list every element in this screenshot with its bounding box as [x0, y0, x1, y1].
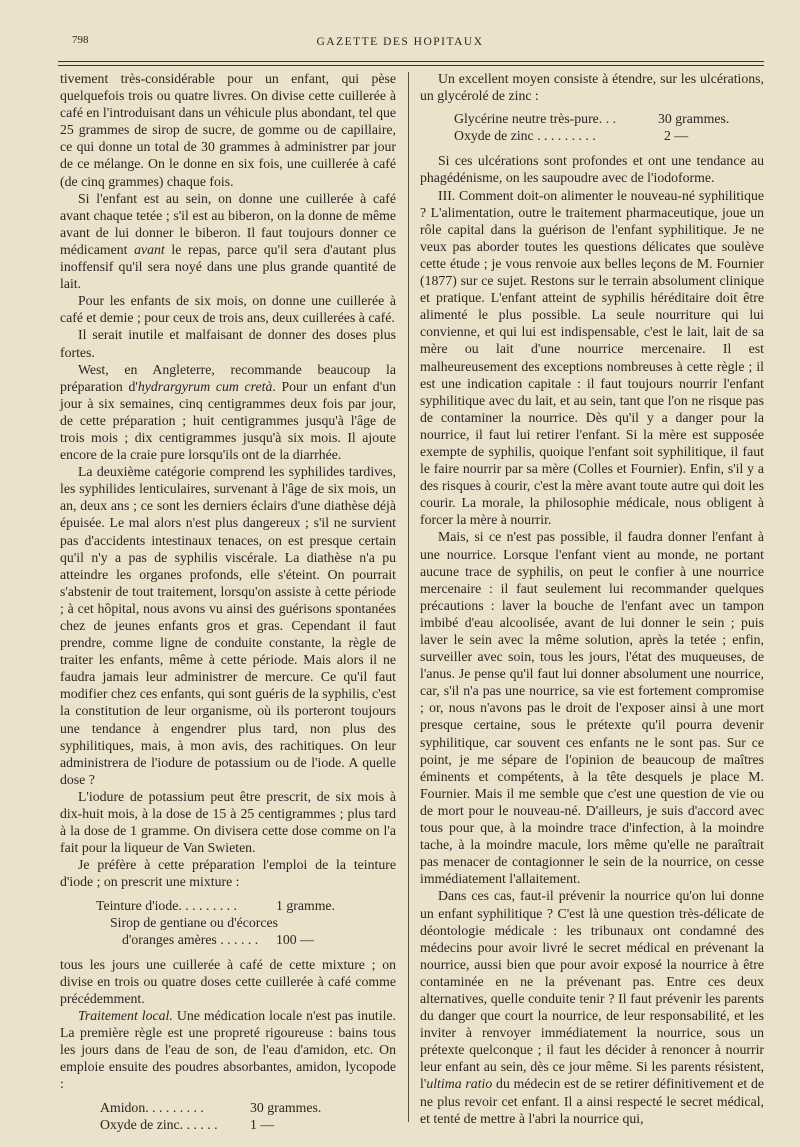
formula-row: Oxyde de zinc. . . . . . 1 —	[100, 1116, 275, 1132]
header-rule-thick	[58, 61, 764, 62]
paragraph: West, en Angleterre, recommande beaucoup la préparation d'hydrargyrum cum cretà. Pour un enfant d'un jour à six semaines, cinq centigrammes deux fois par jour, de cette préparation ; huit centigrammes jusqu'à l'âge de trois mois ; dix centigrammes jusqu'à six mois. Il ajoute encore de la craie pure lorsqu'ils ont de la diarrhée.	[60, 361, 396, 463]
prescription-formula	[96, 897, 396, 948]
prescription-formula	[454, 110, 764, 144]
formula-row: Glycérine neutre très-pure. . . 30 grammes.	[454, 111, 730, 127]
page-header	[0, 34, 800, 54]
paragraph: III. Comment doit-on alimenter le nouveau-né syphilitique ? L'alimentation, outre le traitement pharmaceutique, joue un rôle capital dans la guérison de l'enfant syphilitique. Je ne veux pas aborder toutes les questions délicates que soulève cette étude ; je vous renvoie aux belles leçons de M. Fournier (1877) sur ce sujet. Restons sur le terrain absolument clinique et pratique. L'enfant atteint de syphilis héréditaire doit être alimenté le plus possible. La seule nourriture qui lui convienne, et qui lui est indispensable, c'est le lait, lait de sa mère ou lait d'une nourrice mercenaire. Il est malheureusement des exceptions nombreuses à cette règle ; il est une indication capitale : il faut toujours nourrir l'enfant syphilitique avec du lait, et au sein, tant que l'on ne risque pas de contaminer la nourrice. Dès qu'il y a danger pour la nourrice, il faut lui retirer l'enfant. Si la mère est supposée exempte de syphilis, quoique l'enfant soit syphilitique, il faut le faire nourrir par sa mère (Colles et Fournier). Enfin, s'il y a des risques à courir, c'est la mère avant toute autre qui doit les courir. La morale, la philosophie médicale, nous obligent à forcer la mère à nourrir.	[420, 187, 764, 528]
left-column	[60, 70, 396, 1141]
column-divider	[408, 72, 409, 1122]
paragraph: Mais, si ce n'est pas possible, il faudra donner l'enfant à une nourrice. Lorsque l'enfant vient au monde, ne portant aucune trace de syphilis, on peut le confier à une nourrice mercenaire : il faut seulement lui recommander quelques précautions : laver la bouche de l'enfant avec un tampon imbibé d'eau alcoolisée, avant de lui donner le sein ; puis laver le sein avec la même solution, après la tetée ; enfin, surveiller avec soin, tous les jours, l'état des muqueuses, de l'anus. Je pense qu'il faut lui donner absolument une nourrice, car, s'il n'a pas une nourrice, sa vie est fortement compromise ; or, nous n'avons pas le droit de l'exposer ainsi à une mort presque certaine, sous le prétexte qu'il pourra devenir syphilitique, car souvent ces enfants ne le sont pas. Sur ce point, je me sépare de l'opinion de beaucoup de maîtres éminents et compétents, à la tête desquels je place M. Fournier. Mais il me semble que c'est une question de vie ou de mort pour le nouveau-né. D'ailleurs, je suis d'accord avec tous pour que, à la moindre trace d'infection, à la moindre tache, à la moindre macule, lors même qu'elle ne paraîtrait pas menacer de contagionner le sein de la nourrice, on cesse immédiatement l'allaitement.	[420, 529, 764, 887]
paragraph: Dans ces cas, faut-il prévenir la nourrice qu'on lui donne un enfant syphilitique ? C'est là une question très-délicate de déontologie médicale : les tribunaux ont condamné des médecins pour avoir livré le secret médical en prévenant la nourrice, aussi bien que pour avoir exposé la nourrice à être contaminée en ne la prévenant pas. Entre ces deux alternatives, quelle conduite tenir ? Il faut prévenir les parents du danger que court la nourrice, de leur responsabilité, et les inviter à renvoyer immédiatement la nourrice, sous un prétexte quelconque ; il faut les décider à renoncer à nourrir leur enfant au sein, dès ce jour même. Si les parents résistent, l'ultima ratio du médecin est de se retirer définitivement et de ne plus revoir cet enfant. Il a ainsi respecté le secret médical, et tenté de mettre à l'abri la nourrice qui,	[420, 888, 764, 1126]
paragraph: Un excellent moyen consiste à étendre, sur les ulcérations, un glycérolé de zinc :	[420, 71, 764, 104]
paragraph: L'iodure de potassium peut être prescrit, de six mois à dix-huit mois, à la dose de 15 à 25 centigrammes ; plus tard à la dose de 1 gramme. On divisera cette dose comme on l'a fait pour la liqueur de Van Swieten.	[60, 788, 396, 856]
paragraph: Je préfère à cette préparation l'emploi de la teinture d'iode ; on prescrit une mixture :	[60, 857, 396, 890]
page-number: 798	[72, 34, 89, 46]
section-heading: Traitement local.	[78, 1008, 173, 1024]
formula-row: d'oranges amères . . . . . . 100 —	[122, 931, 314, 947]
paragraph: Traitement local. Une médication locale n'est pas inutile. La première règle est une propreté rigoureuse : bains tous les jours dans de l'eau de son, de l'eau d'amidon, etc. On emploie ensuite des poudres absorbantes, amidon, lycopode :	[60, 1008, 396, 1092]
journal-title: GAZETTE DES HOPITAUX	[316, 36, 484, 48]
paragraph: tous les jours une cuillerée à café de cette mixture ; on divise en trois ou quatre doses cette cuillerée à café comme précédemment.	[60, 956, 396, 1006]
formula-row: Sirop de gentiane ou d'écorces	[110, 914, 278, 930]
paragraph: Si ces ulcérations sont profondes et ont une tendance au phagédénisme, on les saupoudre avec de l'iodoforme.	[420, 153, 764, 186]
header-rule-thin	[58, 65, 764, 66]
paragraph: tivement très-considérable pour un enfant, qui pèse quelquefois trois ou quatre livres. On divise cette cuillerée à café en l'introduisant dans un véhicule plus abondant, tel que 25 grammes de sirop de sucre, de gomme ou de capillaire, ce qui donne un total de 30 grammes à administrer par jour de ce mélange. On le donne en six fois, une cuillerée à café (de cinq grammes) chaque fois.	[60, 71, 396, 189]
paragraph: Il serait inutile et malfaisant de donner des doses plus fortes.	[60, 327, 396, 360]
formula-row: Amidon. . . . . . . . . 30 grammes.	[100, 1099, 322, 1115]
paragraph: La deuxième catégorie comprend les syphilides tardives, les syphilides lenticulaires, survenant à l'âge de six mois, un an, deux ans ; ce sont les derniers éclairs d'une diathèse déjà épuisée. Le mal alors n'est plus dangereux ; s'il ne survient pas d'accidents intestinaux tenaces, on est presque certain qu'il n'y a pas de syphilis viscérale. La diathèse n'a pu atteindre les organes profonds, elle s'éteint. On pourrait s'abstenir de tout traitement, lorsqu'on assiste à cette période ; à cet hôpital, nous avons vu ainsi des guérisons spontanées chez de jeunes enfants gros et gras. Cependant il faut prendre, comme ligne de conduite constante, la règle de traiter les enfants, même à cette période. Mais alors il ne faudra jamais leur administrer de mercure. Ce qu'il faut modifier chez ces enfants, qui sont guéris de la syphilis, c'est la constitution de leur organisme, où ils porteront toujours une tendance à engendrer plus tard, non plus des syphilitiques, mais, à mon avis, des rachitiques. On leur administrera de l'iodure de potassium ou de l'iode. A quelle dose ?	[60, 464, 396, 787]
prescription-formula	[100, 1099, 396, 1133]
formula-row: Oxyde de zinc . . . . . . . . . 2 —	[454, 128, 689, 144]
formula-row: Teinture d'iode. . . . . . . . . 1 gramme.	[96, 897, 336, 913]
paragraph: Si l'enfant est au sein, on donne une cuillerée à café avant chaque tetée ; s'il est au biberon, on la donne de même avant de lui donner le biberon. Il faut toujours donner ce médicament avant le repas, parce qu'il sera d'autant plus inoffensif qu'il sera noyé dans une plus grande quantité de lait.	[60, 190, 397, 292]
right-column	[420, 70, 764, 1127]
paragraph: Pour les enfants de six mois, on donne une cuillerée à café et demie ; pour ceux de trois ans, deux cuillerées à café.	[60, 293, 396, 326]
